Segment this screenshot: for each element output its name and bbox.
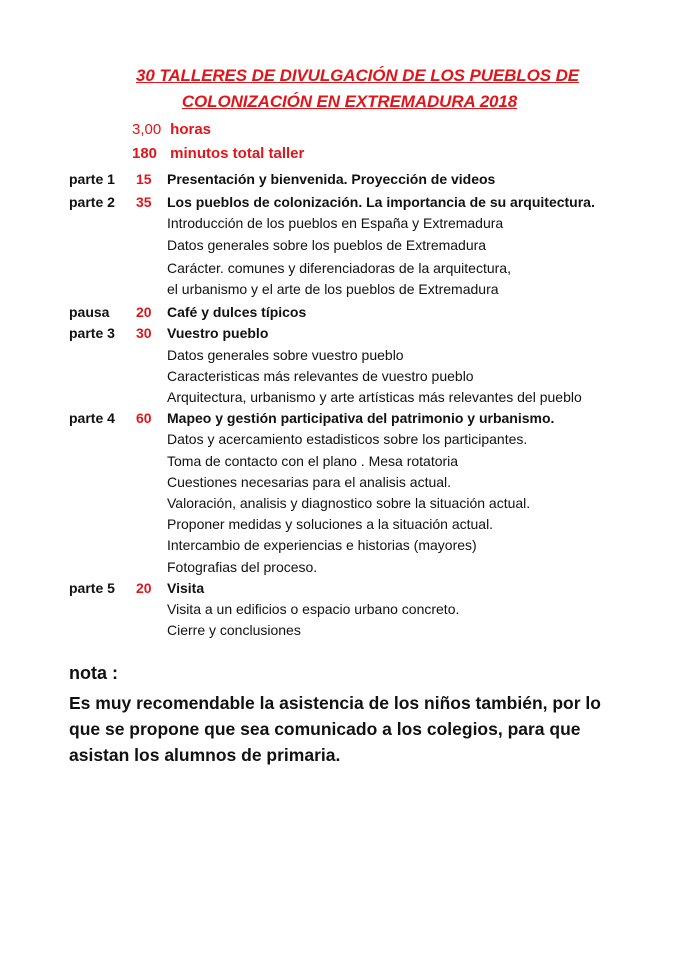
agenda-item: Datos y acercamiento estadisticos sobre los participantes. (167, 431, 528, 447)
document-title-line-2: COLONIZACIÓN EN EXTREMADURA 2018 (181, 92, 518, 111)
agenda-item: Cierre y conclusiones (167, 622, 301, 638)
agenda-item: Cuestiones necesarias para el analisis actual. (167, 474, 452, 490)
hours-unit: horas (170, 121, 212, 138)
document-title-line-1: 30 TALLERES DE DIVULGACIÓN DE LOS PUEBLOS DE (135, 66, 579, 85)
note-text: Es muy recomendable la asistencia de los niños también, por lo que se propone que sea comunicado a los colegios, para que asistan los alumnos de primaria. (69, 693, 601, 765)
part-minutes: 60 (136, 410, 152, 426)
part-label: parte 5 (69, 580, 115, 596)
part-label: pausa (69, 304, 110, 320)
agenda-item: Introducción de los pueblos en España y Extremadura (167, 215, 504, 231)
part-heading: Vuestro pueblo (167, 325, 269, 341)
part-label: parte 4 (69, 410, 115, 426)
minutes-unit: minutos total taller (170, 145, 305, 162)
part-heading: Visita (167, 580, 205, 596)
hours-value: 3,00 (132, 121, 162, 138)
part-heading: Café y dulces típicos (167, 304, 307, 320)
part-heading: Los pueblos de colonización. La importancia de su arquitectura. (167, 194, 595, 210)
agenda-item: Proponer medidas y soluciones a la situación actual. (167, 516, 494, 532)
agenda-item: Toma de contacto con el plano . Mesa rotatoria (167, 453, 459, 469)
part-label: parte 1 (69, 171, 115, 187)
part-label: parte 3 (69, 325, 115, 341)
agenda-item: Visita a un edificios o espacio urbano concreto. (167, 601, 460, 617)
agenda-item: Intercambio de experiencias e historias (mayores) (167, 537, 477, 553)
part-minutes: 15 (136, 171, 152, 187)
agenda-item: Carácter. comunes y diferenciadoras de la arquitectura, (167, 260, 511, 276)
agenda-item: Caracteristicas más relevantes de vuestro pueblo (167, 368, 474, 384)
part-heading: Presentación y bienvenida. Proyección de videos (167, 171, 496, 187)
agenda-item: Datos generales sobre vuestro pueblo (167, 347, 404, 363)
part-minutes: 20 (136, 304, 152, 320)
note-label: nota : (69, 663, 118, 683)
part-heading: Mapeo y gestión participativa del patrimonio y urbanismo. (167, 410, 555, 426)
agenda-item: Valoración, analisis y diagnostico sobre la situación actual. (167, 495, 531, 511)
agenda-item: Datos generales sobre los pueblos de Extremadura (167, 237, 487, 253)
part-label: parte 2 (69, 194, 115, 210)
duration-hours (132, 121, 211, 138)
part-minutes: 35 (136, 194, 152, 210)
agenda-item: el urbanismo y el arte de los pueblos de Extremadura (167, 281, 499, 297)
agenda-item: Arquitectura, urbanismo y arte artísticas más relevantes del pueblo (167, 389, 582, 405)
part-minutes: 30 (136, 325, 152, 341)
part-minutes: 20 (136, 580, 152, 596)
minutes-value: 180 (132, 145, 158, 162)
duration-minutes (132, 145, 304, 162)
agenda-item: Fotografias del proceso. (167, 559, 318, 575)
